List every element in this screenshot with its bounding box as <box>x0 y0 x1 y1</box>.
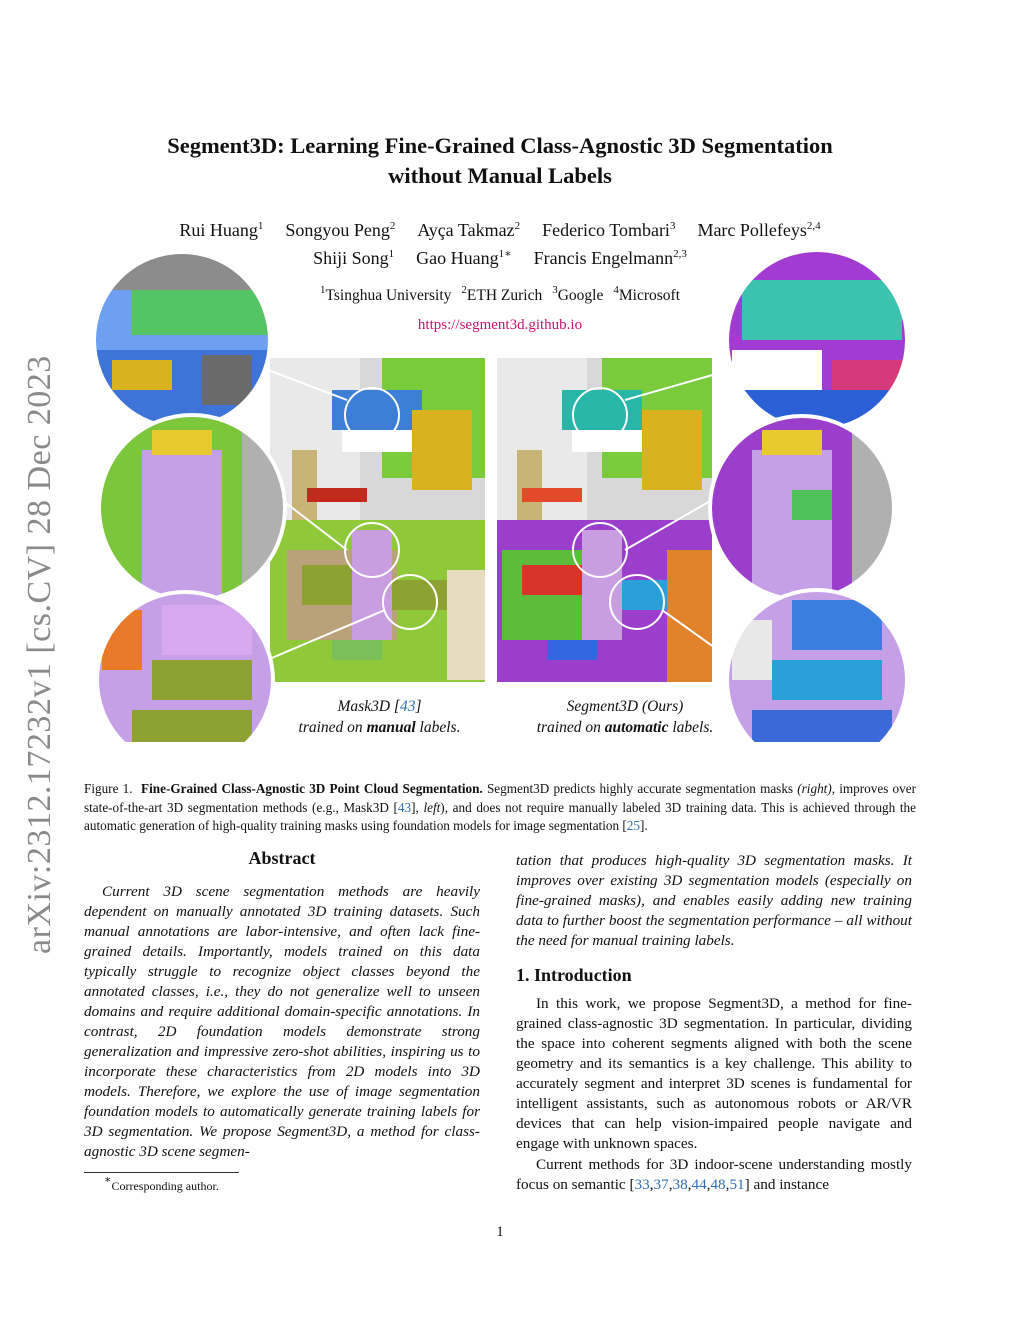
mask3d-zoom-items <box>92 590 282 742</box>
figure-1 <box>92 250 912 742</box>
abstract-heading: Abstract <box>248 848 316 868</box>
segment3d-zoom-items <box>722 590 912 742</box>
citation-44[interactable]: 44 <box>691 1176 707 1193</box>
author-name: Gao Huang$^{1∗}$ <box>416 248 512 268</box>
citation-38[interactable]: 38 <box>672 1176 688 1193</box>
citation-48[interactable]: 48 <box>710 1176 726 1193</box>
affiliation: $^3$Google <box>552 284 604 304</box>
affiliation: $^2$ETH Zurich <box>461 284 543 304</box>
author-name: Ayça Takmaz$^2$ <box>417 220 521 240</box>
mask3d-zoom-shelf <box>92 410 292 610</box>
intro-heading: 1. Introduction <box>516 965 632 985</box>
authors-row-1 <box>0 218 1000 242</box>
author-name: Songyou Peng$^2$ <box>285 220 396 240</box>
affiliation: $^4$Microsoft <box>613 284 681 304</box>
figure-1-graphic <box>92 250 912 742</box>
author-affiliation-mark: 2 <box>389 220 396 232</box>
figure-caption: Figure 1. Fine-Grained Class-Agnostic 3D Point Cloud Segmentation. Segment3D predicts highly accurate segmentation masks (right), improves over state-of-the-art 3D segmentation methods (e.g., Mask3D [43], left), and does not require manually labeled 3D training data. This is achieved through the automatic generation of high-quality training masks using foundation models for image segmentation [25]. <box>84 781 916 833</box>
segment3d-zoom-shelf <box>702 410 902 610</box>
citation-43[interactable]: 43 <box>399 698 416 715</box>
page-number: 1 <box>496 1224 504 1240</box>
intro-paragraph-2: Current methods for 3D indoor-scene understanding mostly focus on semantic [33,37,38,44,48,51] and instance <box>516 1156 912 1193</box>
arxiv-identifier: arXiv:2312.17232v1 [cs.CV] 28 Dec 2023 <box>21 355 58 954</box>
paper-title <box>0 131 1000 191</box>
author-name: Rui Huang$^1$ <box>179 220 264 240</box>
author-affiliation-mark: 2 <box>514 220 521 232</box>
footnote-rule <box>84 1172 239 1173</box>
segment3d-label: Segment3D (Ours) trained on automatic labels. <box>536 698 714 736</box>
segment3d-zoom-desk <box>722 250 912 430</box>
author-affiliation-mark: 1 <box>257 220 264 232</box>
intro-paragraph-1: In this work, we propose Segment3D, a method for fine-grained class-agnostic 3D segmentation. In particular, dividing the space into coherent segments aligned with both the scene geometry and its semantics is a key challenge. This ability to accurately segment and interpret 3D scenes is fundamental for intelligent assistants, such as autonomous robots or AR/VR devices that can help vision-impaired people navigate and engage with unknown spaces. <box>516 995 912 1152</box>
footnote: ∗Corresponding author. <box>104 1174 219 1193</box>
author-affiliation-mark: 3 <box>669 220 676 232</box>
abstract-text: Current 3D scene segmentation methods are heavily dependent on manually annotated 3D training datasets. Such manual annotations are labor-intensive, and often lack fine-grained details. Importantly, models trained on this data typically struggle to recognize object classes beyond the annotated classes, i.e., they do not generalize well to unseen domains and require additional domain-specific annotations. In contrast, 2D foundation models demonstrate strong generalization and impressive zero-shot abilities, inspiring us to incorporate these characteristics from 2D models into 3D models. Therefore, we explore the use of image segmentation foundation models to automatically generate training labels for 3D segmentation. We propose Segment3D, a method for class-agnostic 3D scene segmen- <box>84 883 480 1160</box>
citation-51[interactable]: 51 <box>729 1176 745 1193</box>
author-name: Francis Engelmann$^{2,3}$ <box>533 248 687 268</box>
citation-25[interactable]: 25 <box>626 818 640 833</box>
affiliation: $^1$Tsinghua University <box>319 284 452 304</box>
title-line-2: without Manual Labels <box>388 163 612 188</box>
mask3d-scene-panel <box>270 358 485 682</box>
author-name: Marc Pollefeys$^{2,4}$ <box>697 220 821 240</box>
project-url[interactable]: https://segment3d.github.io <box>417 317 583 333</box>
citation-33[interactable]: 33 <box>634 1176 650 1193</box>
author-affiliation-mark: 2,4 <box>806 220 821 232</box>
author-affiliation-mark: 1 <box>388 248 395 260</box>
mask3d-zoom-desk <box>92 250 272 430</box>
segment3d-scene-panel <box>497 358 712 682</box>
citation-43[interactable]: 43 <box>397 799 412 815</box>
author-name: Shiji Song$^1$ <box>313 248 395 268</box>
author-affiliation-mark: 1∗ <box>498 248 512 260</box>
mask3d-label: Mask3D [43] trained on manual labels. <box>298 698 461 736</box>
author-affiliation-mark: 2,3 <box>673 248 687 260</box>
citation-37[interactable]: 37 <box>653 1176 669 1193</box>
abstract-continued: tation that produces high-quality 3D segmentation masks. It improves over existing 3D segmentation models (especially on fine-grained masks), and enables easily adding new training data to further boost the segmentation performance – all without the need for manual training labels. <box>516 852 912 949</box>
author-name: Federico Tombari$^3$ <box>542 220 676 240</box>
title-line-1: Segment3D: Learning Fine-Grained Class-Agnostic 3D Segmentation <box>167 133 833 158</box>
